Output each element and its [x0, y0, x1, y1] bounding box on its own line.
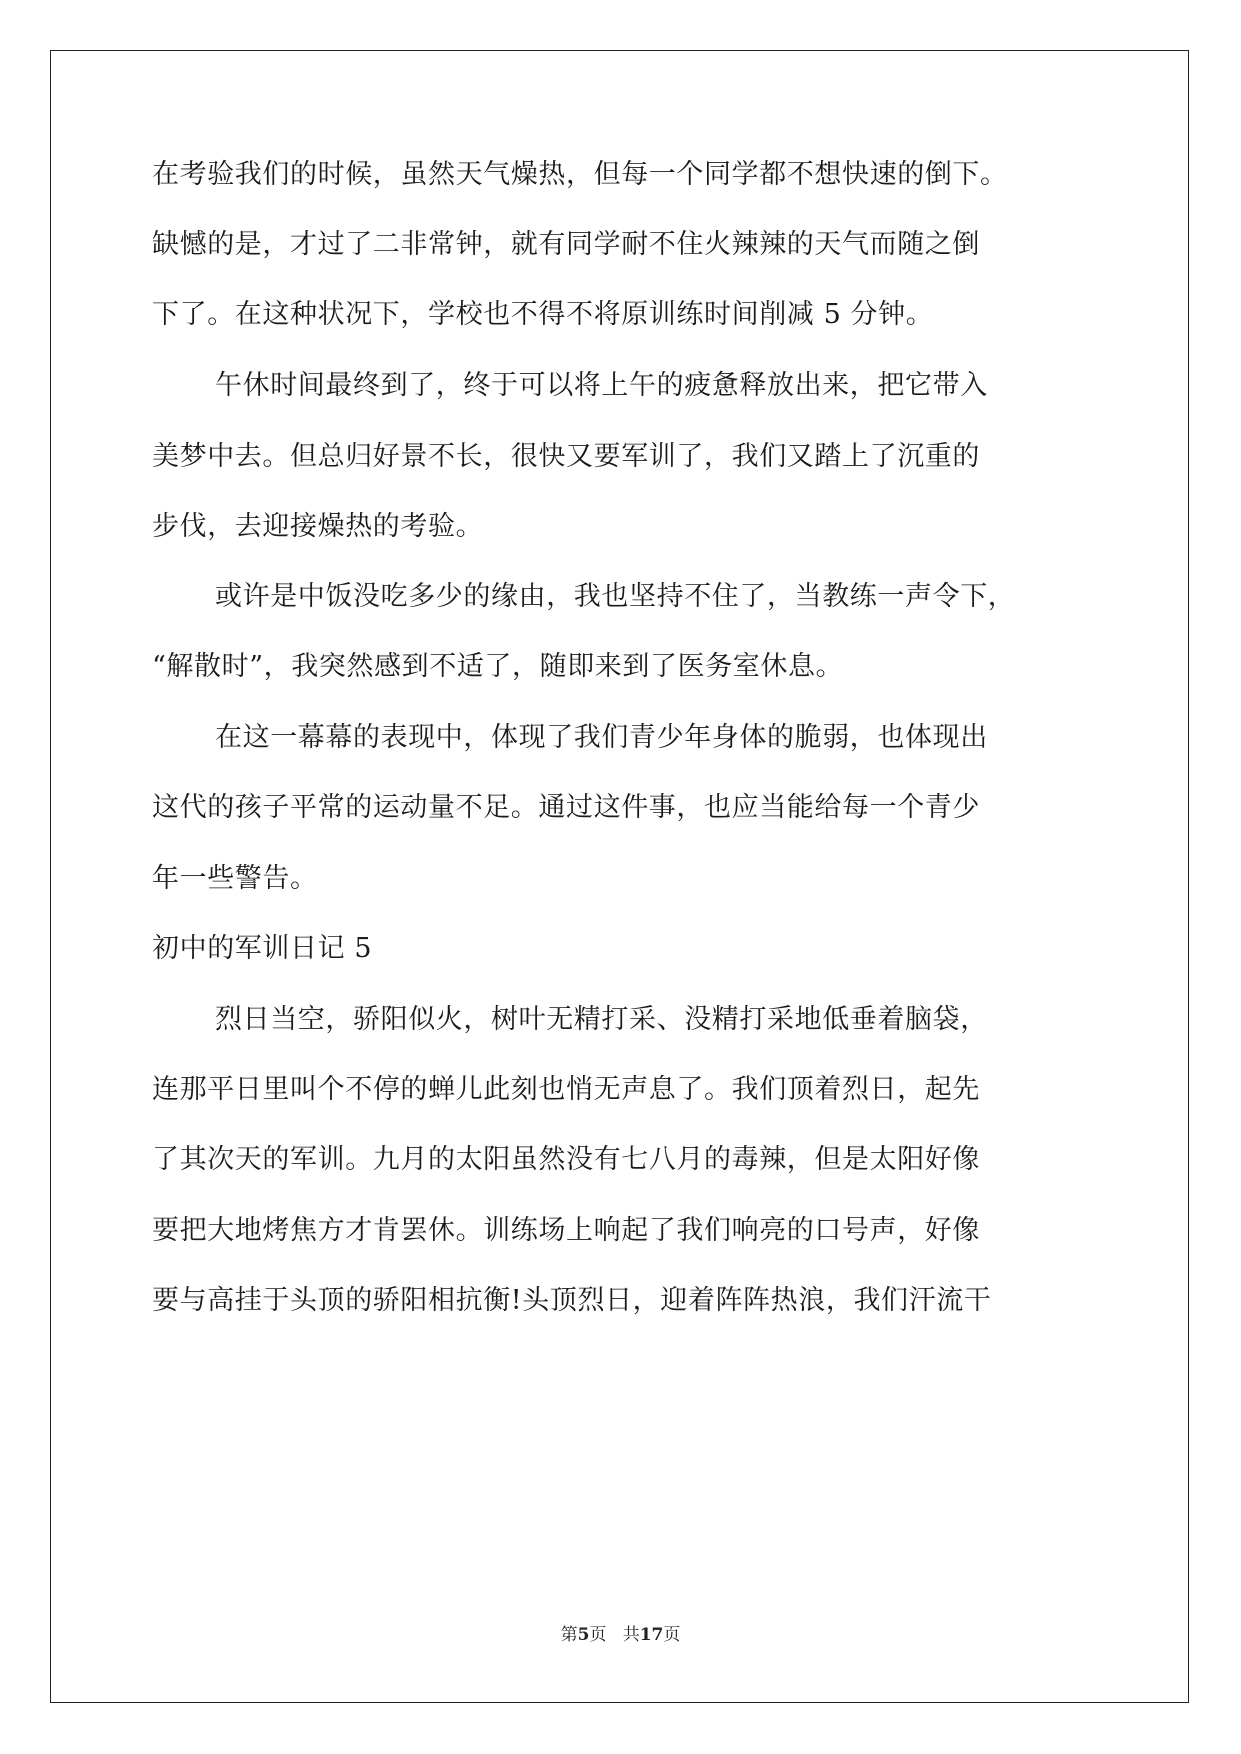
text-line: 美梦中去。但总归好景不长，很快又要军训了，我们又踏上了沉重的 — [152, 441, 980, 472]
text-line: 在考验我们的时候，虽然天气燥热，但每一个同学都不想快速的倒下。 — [152, 159, 1008, 190]
text-line: 下了。在这种状况下，学校也不得不将原训练时间削减 5 分钟。 — [152, 299, 934, 330]
text-line: 了其次天的军训。九月的太阳虽然没有七八月的毒辣，但是太阳好像 — [152, 1144, 980, 1175]
paragraph-first-line: 或许是中饭没吃多少的缘由，我也坚持不住了，当教练一声令下， — [215, 581, 1016, 612]
text-line: 年一些警告。 — [152, 863, 318, 894]
paragraph-first-line: 烈日当空，骄阳似火，树叶无精打采、没精打采地低垂着脑袋， — [215, 1004, 988, 1035]
paragraph-first-line: 在这一幕幕的表现中，体现了我们青少年身体的脆弱，也体现出 — [215, 722, 988, 753]
text-line: 缺憾的是，才过了二非常钟，就有同学耐不住火辣辣的天气而随之倒 — [152, 229, 980, 260]
page-suffix: 页 — [589, 1625, 607, 1645]
total-suffix: 页 — [663, 1625, 681, 1645]
text-line: 要把大地烤焦方才肯罢休。训练场上响起了我们响亮的口号声，好像 — [152, 1215, 980, 1246]
text-line: 要与高挂于头顶的骄阳相抗衡!头顶烈日，迎着阵阵热浪，我们汗流干 — [152, 1285, 992, 1316]
text-line: 连那平日里叫个不停的蝉儿此刻也悄无声息了。我们顶着烈日，起先 — [152, 1074, 980, 1105]
page-number: 5 — [577, 1625, 590, 1645]
section-heading: 初中的军训日记 5 — [152, 933, 373, 964]
page-footer — [0, 1624, 1241, 1646]
text-line: 这代的孩子平常的运动量不足。通过这件事，也应当能给每一个青少 — [152, 792, 980, 823]
total-prefix: 共 — [622, 1625, 640, 1645]
text-line: 步伐，去迎接燥热的考验。 — [152, 511, 484, 542]
total-pages: 17 — [639, 1625, 664, 1645]
paragraph-first-line: 午休时间最终到了，终于可以将上午的疲惫释放出来，把它带入 — [215, 370, 988, 401]
text-line: “解散时”，我突然感到不适了，随即来到了医务室休息。 — [152, 651, 844, 682]
page-prefix: 第 — [560, 1625, 578, 1645]
